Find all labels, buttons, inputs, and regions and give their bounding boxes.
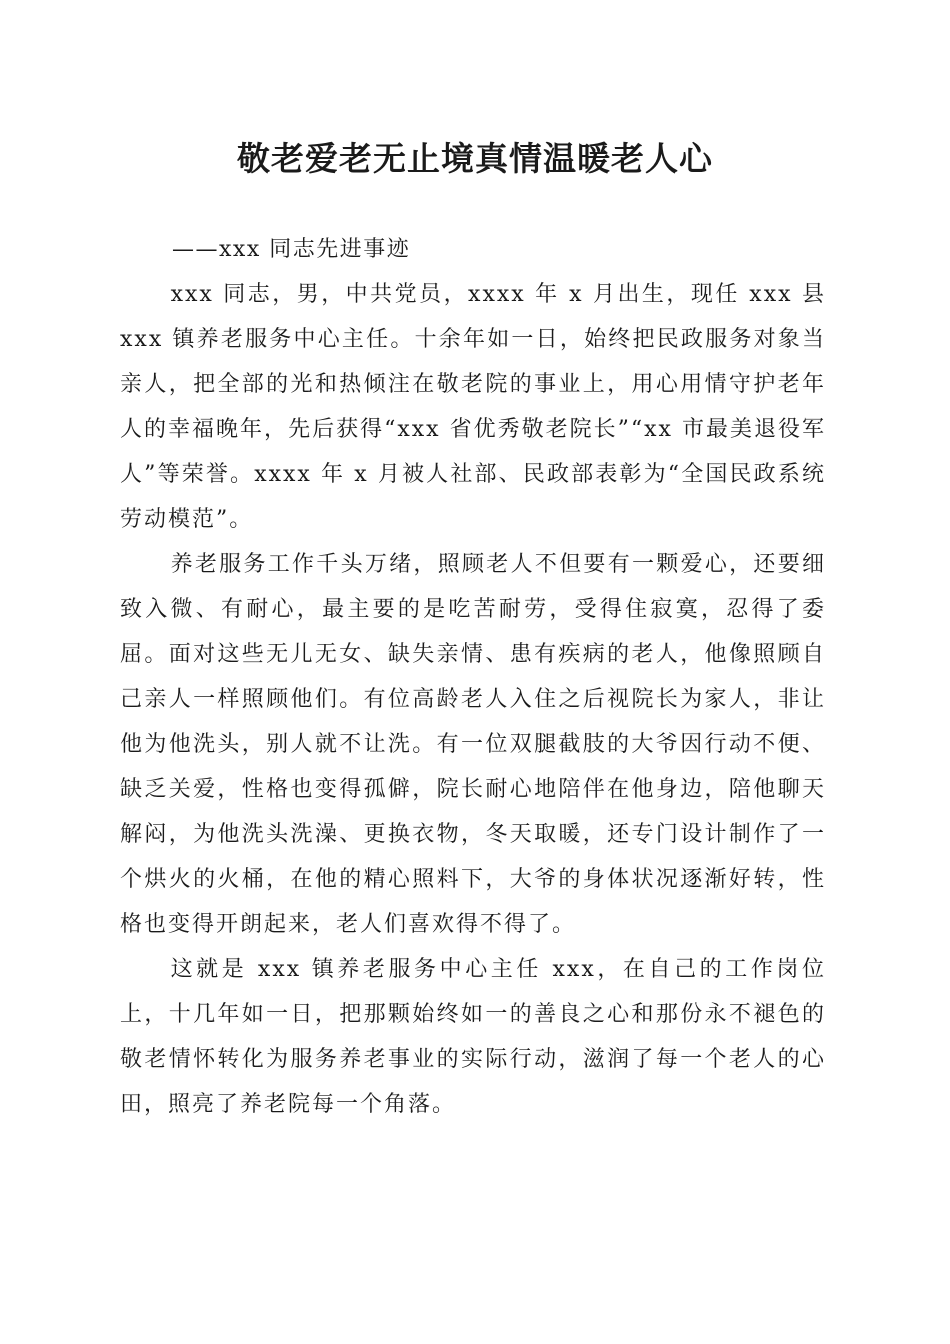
document-body bbox=[120, 228, 826, 1127]
paragraph-work: 养老服务工作千头万绪，照顾老人不但要有一颗爱心，还要细致入微、有耐心，最主要的是吃苦耐劳，受得住寂寞，忍得了委屈。面对这些无儿无女、缺失亲情、患有疾病的老人，他像照顾自己亲人一样照顾他们。有位高龄老人入住之后视院长为家人，非让他为他洗头，别人就不让洗。有一位双腿截肢的大爷因行动不便、缺乏关爱，性格也变得孤僻，院长耐心地陪伴在他身边，陪他聊天解闷，为他洗头洗澡、更换衣物，冬天取暖，还专门设计制作了一个烘火的火桶，在他的精心照料下，大爷的身体状况逐渐好转，性格也变得开朗起来，老人们喜欢得不得了。 bbox=[120, 552, 826, 937]
document-title: 敬老爱老无止境真情温暖老人心 bbox=[237, 139, 713, 178]
paragraph-conclusion: 这就是 xxx 镇养老服务中心主任 xxx，在自己的工作岗位上，十几年如一日，把那颗始终如一的善良之心和那份永不褪色的敬老情怀转化为服务养老事业的实际行动，滋润了每一个老人的心田，照亮了养老院每一个角落。 bbox=[120, 957, 826, 1117]
document-subtitle: ——xxx 同志先进事迹 bbox=[172, 237, 411, 262]
paragraph-intro: xxx 同志，男，中共党员，xxxx 年 x 月出生，现任 xxx 县 xxx 镇养老服务中心主任。十余年如一日，始终把民政服务对象当亲人，把全部的光和热倾注在敬老院的事业上，用心用情守护老年人的幸福晚年，先后获得“xxx 省优秀敬老院长”“xx 市最美退役军人”等荣誉。xxxx 年 x 月被人社部、民政部表彰为“全国民政系统劳动模范”。 bbox=[120, 282, 826, 532]
